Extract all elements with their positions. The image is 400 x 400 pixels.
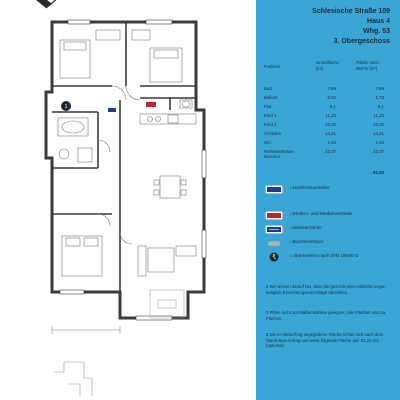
legend-radiator-label: =Bucheizkörper	[290, 240, 324, 245]
bath-fixtures	[58, 118, 92, 162]
kitchen-counter	[140, 114, 196, 124]
svg-text:1: 1	[64, 104, 68, 110]
interior-walls	[52, 22, 196, 292]
bed-kind-2	[132, 30, 182, 82]
note-furniture: 1 Wir weisen darauf hin, dass die gezeichneten Möbelierungen lediglich Einrichtungsvorschläge darstellen.	[266, 284, 386, 295]
heating-distributor-icon	[265, 184, 283, 194]
col-living-area-header: Fläche nach WoFlV [m²]	[356, 60, 379, 71]
entry-marker	[61, 101, 71, 111]
adjacent-unit-outline	[54, 362, 92, 396]
total-area: 91,00	[373, 170, 384, 175]
wc-fixtures	[180, 100, 192, 108]
legend-accessibility-label: = Barrierefrei nach DIN 18040-2	[290, 254, 359, 259]
north-arrow-icon	[36, 0, 58, 8]
col-floor-area-header: Grundfläche [m²]	[316, 60, 339, 71]
door-swings	[98, 86, 140, 244]
note-measurement: 2 Pläne nicht zur Maßentnahme geeignet. Alle Flächen sind ca. Flächen.	[266, 310, 387, 321]
water-meter-icon	[265, 224, 283, 234]
accessibility-icon	[265, 252, 283, 262]
address-street: Schlesische Straße 109	[312, 8, 390, 15]
dimension-lines	[52, 326, 120, 334]
bed-kind-1	[60, 30, 120, 78]
balcony	[150, 290, 184, 318]
info-panel: Schlesische Straße 109 Haus 4 Whg. 53 3. Obergeschoss Funktion Grundfläche [m²] Fläche nach WoFlV [m²] Bad 7,69 7,69 Balkon 6,92 1,73 Flur 9,1 9,1 Kind 1 11,23 11,23 Kind 2 12,02 12,02 Schlafen 14,41 14,41 WC 2,45 2,45 Wohnen/Essen /Küchen 32,37 32,37 91,00 =Heizkreisverteiler =Elektro- und Medienverteiler =Wasserzähler =Bucheizkörper = Barrierefrei nach DIN 18040-2 1 Wir weisen darauf hin, dass die gezeichneten Möbelierungen lediglich Einrichtungsvorschläge darstellen. 2 Pläne nicht zur Maßentnahme geeignet. Alle Flächen sind ca. Flächen. 3 Die im Mieterfrag angegebene Fläche richtet sich nach dem Stand Bau-Antrag und weist folgende Fläche auf: 91,24 m2 (optional)	[256, 0, 400, 400]
note-building-application: 3 Die im Mieterfrag angegebene Fläche richtet sich nach dem Stand Bau-Antrag und weist folgende Fläche auf: 91,24 m2 (optional)	[266, 332, 384, 349]
legend-heating-label: =Heizkreisverteiler	[290, 186, 330, 191]
plan-electric-distributor-icon	[146, 102, 156, 107]
outer-walls	[46, 22, 204, 318]
address-unit: Whg. 53	[363, 28, 390, 35]
col-room-header: Funktion	[264, 64, 281, 69]
address-floor: 3. Obergeschoss	[333, 38, 390, 45]
legend-electric-label: =Elektro- und Medienverteiler	[290, 212, 353, 217]
legend-water-label: =Wasserzähler	[290, 226, 322, 231]
dining-table	[154, 176, 186, 198]
radiator-icon	[265, 238, 283, 248]
plan-heating-distributor-icon	[108, 108, 116, 112]
bed-schlafen	[62, 236, 102, 276]
living-sofa	[138, 246, 196, 276]
electric-media-distributor-icon	[265, 210, 283, 220]
address-house: Haus 4	[367, 18, 390, 25]
windows	[60, 20, 206, 320]
